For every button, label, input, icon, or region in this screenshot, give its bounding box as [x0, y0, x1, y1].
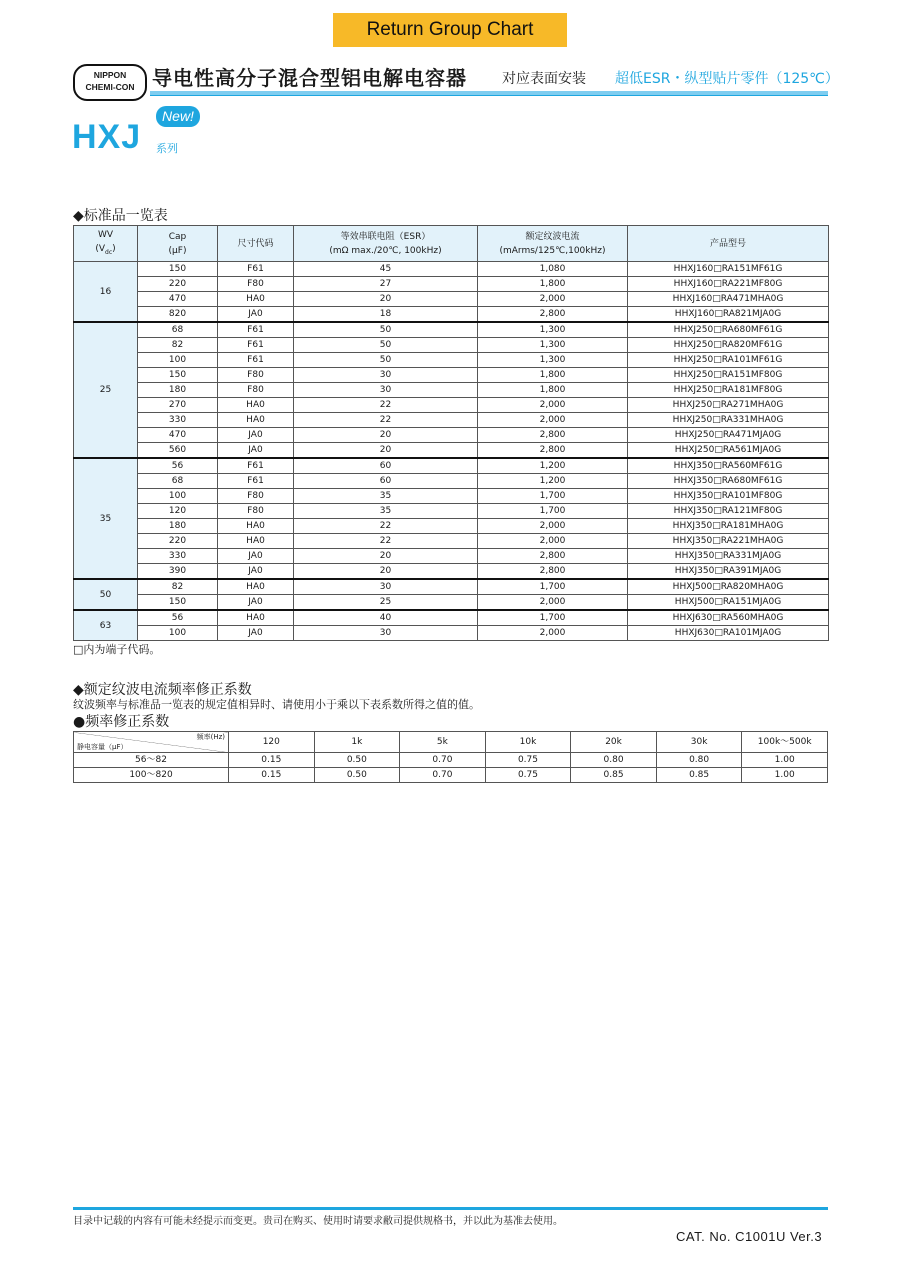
- part-number-cell: HHXJ160□RA821MJA0G: [628, 307, 829, 323]
- esr-cell: 50: [294, 338, 478, 353]
- ripple-current-cell: 2,000: [478, 413, 628, 428]
- size-code-cell: F80: [218, 489, 294, 504]
- coefficient-cell: 1.00: [742, 768, 828, 783]
- ripple-current-cell: 2,800: [478, 443, 628, 459]
- table-row: [74, 307, 829, 323]
- logo-line1: NIPPON: [93, 70, 127, 80]
- freq-header-cell: 30k: [656, 732, 742, 753]
- cap-cell: 120: [138, 504, 218, 519]
- coefficient-cell: 0.75: [485, 768, 571, 783]
- ripple-current-cell: 2,800: [478, 564, 628, 580]
- wv-cell: 25: [74, 322, 138, 458]
- part-number-cell: HHXJ350□RA331MJA0G: [628, 549, 829, 564]
- part-number-cell: HHXJ350□RA560MF61G: [628, 458, 829, 474]
- freq-header-cell: 20k: [571, 732, 657, 753]
- cap-cell: 180: [138, 383, 218, 398]
- esr-cell: 40: [294, 610, 478, 626]
- part-number-cell: HHXJ630□RA560MHA0G: [628, 610, 829, 626]
- cap-cell: 180: [138, 519, 218, 534]
- part-number-cell: HHXJ250□RA561MJA0G: [628, 443, 829, 459]
- standard-list-heading: ◆标准品一览表: [73, 208, 168, 224]
- ripple-current-cell: 1,300: [478, 322, 628, 338]
- cap-cell: 100: [138, 353, 218, 368]
- freq-table-body: [74, 753, 828, 783]
- esr-cell: 30: [294, 383, 478, 398]
- col-ripple-unit: (mArms/125℃,100kHz): [499, 245, 606, 256]
- table-row: [74, 413, 829, 428]
- ripple-current-cell: 1,200: [478, 458, 628, 474]
- size-code-cell: F61: [218, 474, 294, 489]
- coefficient-cell: 0.70: [400, 753, 486, 768]
- col-wv-unit-pre: (V: [95, 243, 106, 254]
- cap-cell: 220: [138, 534, 218, 549]
- table-row: [74, 428, 829, 443]
- coefficient-cell: 0.50: [314, 753, 400, 768]
- table-row: [74, 768, 828, 783]
- freq-header-cell: 100k～500k: [742, 732, 828, 753]
- series-name: HXJ: [72, 118, 142, 156]
- col-wv-unit-post: ): [112, 243, 116, 254]
- size-code-cell: F61: [218, 338, 294, 353]
- part-number-cell: HHXJ350□RA391MJA0G: [628, 564, 829, 580]
- size-code-cell: HA0: [218, 519, 294, 534]
- coefficient-cell: 0.85: [656, 768, 742, 783]
- part-number-cell: HHXJ500□RA820MHA0G: [628, 579, 829, 595]
- table-row: [74, 626, 829, 641]
- wv-cell: 50: [74, 579, 138, 610]
- size-code-cell: HA0: [218, 413, 294, 428]
- size-code-cell: JA0: [218, 626, 294, 641]
- size-code-cell: JA0: [218, 549, 294, 564]
- part-number-cell: HHXJ630□RA101MJA0G: [628, 626, 829, 641]
- coefficient-cell: 1.00: [742, 753, 828, 768]
- esr-cell: 22: [294, 413, 478, 428]
- cap-cell: 560: [138, 443, 218, 459]
- table-row: [74, 610, 829, 626]
- esr-cell: 25: [294, 595, 478, 611]
- frequency-coefficient-table: [73, 731, 828, 783]
- cap-cell: 150: [138, 368, 218, 383]
- col-cap-unit: (μF): [168, 245, 187, 256]
- table-row: [74, 322, 829, 338]
- col-cap-label: Cap: [168, 231, 187, 242]
- cap-cell: 390: [138, 564, 218, 580]
- esr-cell: 22: [294, 519, 478, 534]
- part-number-cell: HHXJ250□RA680MF61G: [628, 322, 829, 338]
- part-number-cell: HHXJ160□RA221MF80G: [628, 277, 829, 292]
- coefficient-cell: 0.15: [229, 753, 315, 768]
- size-code-cell: JA0: [218, 428, 294, 443]
- size-code-cell: HA0: [218, 398, 294, 413]
- freq-header-cell: 120: [229, 732, 315, 753]
- wv-cell: 16: [74, 262, 138, 323]
- esr-cell: 60: [294, 474, 478, 489]
- table-row: [74, 519, 829, 534]
- col-wv-unit-sub: dc: [105, 248, 113, 256]
- size-code-cell: HA0: [218, 534, 294, 549]
- ripple-current-cell: 1,700: [478, 489, 628, 504]
- ripple-current-cell: 1,080: [478, 262, 628, 277]
- table-row: [74, 277, 829, 292]
- part-number-cell: HHXJ350□RA680MF61G: [628, 474, 829, 489]
- ripple-current-cell: 1,800: [478, 277, 628, 292]
- esr-cell: 50: [294, 353, 478, 368]
- part-number-cell: HHXJ500□RA151MJA0G: [628, 595, 829, 611]
- table-row: [74, 489, 829, 504]
- header-divider-line: [150, 95, 828, 96]
- ripple-current-cell: 1,700: [478, 504, 628, 519]
- esr-cell: 30: [294, 626, 478, 641]
- col-esr-label: 等效串联电阻（ESR）: [340, 231, 431, 242]
- cap-cell: 68: [138, 322, 218, 338]
- ripple-current-cell: 2,000: [478, 595, 628, 611]
- esr-cell: 20: [294, 428, 478, 443]
- esr-cell: 22: [294, 534, 478, 549]
- table-row: [74, 474, 829, 489]
- size-code-cell: HA0: [218, 579, 294, 595]
- coefficient-cell: 0.75: [485, 753, 571, 768]
- standard-products-table: [73, 225, 829, 641]
- part-number-cell: HHXJ250□RA101MF61G: [628, 353, 829, 368]
- cap-cell: 270: [138, 398, 218, 413]
- series-suffix: 系列: [156, 142, 178, 155]
- size-code-cell: F80: [218, 277, 294, 292]
- cap-cell: 82: [138, 338, 218, 353]
- standard-table-body: [74, 262, 829, 641]
- size-code-cell: JA0: [218, 307, 294, 323]
- table-row: [74, 549, 829, 564]
- col-esr-unit: (mΩ max./20℃, 100kHz): [329, 245, 442, 256]
- cap-cell: 470: [138, 292, 218, 307]
- part-number-cell: HHXJ250□RA271MHA0G: [628, 398, 829, 413]
- part-number-cell: HHXJ350□RA181MHA0G: [628, 519, 829, 534]
- cap-cell: 150: [138, 595, 218, 611]
- capacitance-range-cell: 56～82: [74, 753, 229, 768]
- cap-cell: 330: [138, 413, 218, 428]
- page-title: 导电性高分子混合型铝电解电容器: [152, 66, 467, 90]
- freq-header-cell: 10k: [485, 732, 571, 753]
- col-wv-unit: [74, 242, 137, 260]
- size-code-cell: F80: [218, 383, 294, 398]
- ripple-current-cell: 2,800: [478, 428, 628, 443]
- ripple-current-cell: 1,800: [478, 368, 628, 383]
- table-row: [74, 504, 829, 519]
- coefficient-cell: 0.80: [571, 753, 657, 768]
- size-code-cell: F80: [218, 368, 294, 383]
- table-row: [74, 338, 829, 353]
- part-number-cell: HHXJ250□RA471MJA0G: [628, 428, 829, 443]
- esr-cell: 22: [294, 398, 478, 413]
- part-number-cell: HHXJ250□RA331MHA0G: [628, 413, 829, 428]
- size-code-cell: F61: [218, 262, 294, 277]
- coefficient-cell: 0.85: [571, 768, 657, 783]
- catalog-number: CAT. No. C1001U Ver.3: [676, 1229, 823, 1244]
- cap-cell: 100: [138, 626, 218, 641]
- esr-cell: 45: [294, 262, 478, 277]
- size-code-cell: F61: [218, 353, 294, 368]
- wv-cell: 35: [74, 458, 138, 579]
- ripple-current-cell: 2,000: [478, 519, 628, 534]
- esr-cell: 60: [294, 458, 478, 474]
- part-number-cell: HHXJ350□RA121MF80G: [628, 504, 829, 519]
- esr-cell: 35: [294, 504, 478, 519]
- esr-cell: 27: [294, 277, 478, 292]
- terminal-code-note: □内为端子代码。: [73, 643, 161, 656]
- size-code-cell: F61: [218, 458, 294, 474]
- size-code-cell: JA0: [218, 443, 294, 459]
- frequency-coefficient-heading: ●频率修正系数: [73, 714, 170, 730]
- coefficient-cell: 0.50: [314, 768, 400, 783]
- esr-cell: 30: [294, 579, 478, 595]
- freq-corner-bottom: 静电容量（μF）: [77, 743, 128, 751]
- part-number-cell: HHXJ250□RA151MF80G: [628, 368, 829, 383]
- cap-cell: 330: [138, 549, 218, 564]
- table-row: [74, 458, 829, 474]
- size-code-cell: JA0: [218, 595, 294, 611]
- table-row: [74, 262, 829, 277]
- col-wv: [74, 226, 138, 262]
- col-size: 尺寸代码: [218, 226, 294, 262]
- esr-cell: 20: [294, 443, 478, 459]
- ripple-current-cell: 2,000: [478, 534, 628, 549]
- col-cap: [138, 226, 218, 262]
- ripple-current-cell: 1,200: [478, 474, 628, 489]
- freq-corner-top: 频率(Hz): [196, 733, 225, 741]
- ripple-current-cell: 2,000: [478, 292, 628, 307]
- table-row: [74, 534, 829, 549]
- cap-cell: 100: [138, 489, 218, 504]
- col-part-number: 产品型号: [628, 226, 829, 262]
- wv-cell: 63: [74, 610, 138, 641]
- coefficient-cell: 0.70: [400, 768, 486, 783]
- cap-cell: 150: [138, 262, 218, 277]
- ripple-current-cell: 1,700: [478, 579, 628, 595]
- coefficient-cell: 0.15: [229, 768, 315, 783]
- cap-cell: 56: [138, 458, 218, 474]
- ripple-current-cell: 1,300: [478, 338, 628, 353]
- freq-header-cell: 1k: [314, 732, 400, 753]
- part-number-cell: HHXJ160□RA471MHA0G: [628, 292, 829, 307]
- part-number-cell: HHXJ250□RA181MF80G: [628, 383, 829, 398]
- esr-cell: 50: [294, 322, 478, 338]
- esr-cell: 30: [294, 368, 478, 383]
- table-header-row: [74, 226, 829, 262]
- esr-cell: 20: [294, 564, 478, 580]
- freq-header-cell: 5k: [400, 732, 486, 753]
- esr-cell: 18: [294, 307, 478, 323]
- ripple-correction-heading: ◆额定纹波电流频率修正系数: [73, 682, 252, 698]
- footer-disclaimer: 目录中记载的内容有可能未经提示而变更。贵司在购买、使用时请要求敝司提供规格书，并以此为基准去使用。: [73, 1216, 563, 1227]
- table-row: [74, 595, 829, 611]
- freq-header-row: [74, 732, 828, 753]
- ripple-current-cell: 2,800: [478, 307, 628, 323]
- ripple-current-cell: 1,300: [478, 353, 628, 368]
- size-code-cell: JA0: [218, 564, 294, 580]
- part-number-cell: HHXJ350□RA221MHA0G: [628, 534, 829, 549]
- cap-cell: 220: [138, 277, 218, 292]
- esr-cell: 35: [294, 489, 478, 504]
- col-ripple: [478, 226, 628, 262]
- esr-cell: 20: [294, 292, 478, 307]
- logo-line2: CHEMI-CON: [85, 82, 135, 92]
- size-code-cell: HA0: [218, 292, 294, 307]
- col-esr: [294, 226, 478, 262]
- col-ripple-label: 额定纹波电流: [525, 231, 580, 242]
- nippon-chemi-con-logo: [73, 64, 147, 101]
- freq-corner-cell: [74, 732, 229, 753]
- table-row: [74, 443, 829, 459]
- size-code-cell: F80: [218, 504, 294, 519]
- ripple-current-cell: 2,000: [478, 626, 628, 641]
- part-number-cell: HHXJ350□RA101MF80G: [628, 489, 829, 504]
- cap-cell: 56: [138, 610, 218, 626]
- part-number-cell: HHXJ160□RA151MF61G: [628, 262, 829, 277]
- cap-cell: 68: [138, 474, 218, 489]
- capacitance-range-cell: 100～820: [74, 768, 229, 783]
- cap-cell: 470: [138, 428, 218, 443]
- new-badge: New!: [156, 106, 200, 127]
- ripple-current-cell: 1,700: [478, 610, 628, 626]
- ripple-current-cell: 2,800: [478, 549, 628, 564]
- ripple-correction-note: 纹波频率与标准品一览表的规定值相异时、请使用小于乘以下表系数所得之值的值。: [73, 698, 480, 711]
- cap-cell: 82: [138, 579, 218, 595]
- esr-cell: 20: [294, 549, 478, 564]
- table-row: [74, 579, 829, 595]
- table-row: [74, 368, 829, 383]
- table-row: [74, 564, 829, 580]
- mount-type-label: 对应表面安装: [502, 71, 586, 87]
- table-row: [74, 353, 829, 368]
- col-wv-label: WV: [97, 229, 114, 240]
- table-row: [74, 753, 828, 768]
- table-row: [74, 383, 829, 398]
- return-group-chart-button[interactable]: Return Group Chart: [333, 13, 567, 47]
- footer-divider: [73, 1207, 828, 1210]
- part-number-cell: HHXJ250□RA820MF61G: [628, 338, 829, 353]
- coefficient-cell: 0.80: [656, 753, 742, 768]
- table-row: [74, 292, 829, 307]
- ripple-current-cell: 2,000: [478, 398, 628, 413]
- size-code-cell: HA0: [218, 610, 294, 626]
- table-row: [74, 398, 829, 413]
- feature-label: 超低ESR・纵型贴片零件（125℃）: [615, 71, 839, 87]
- ripple-current-cell: 1,800: [478, 383, 628, 398]
- cap-cell: 820: [138, 307, 218, 323]
- size-code-cell: F61: [218, 322, 294, 338]
